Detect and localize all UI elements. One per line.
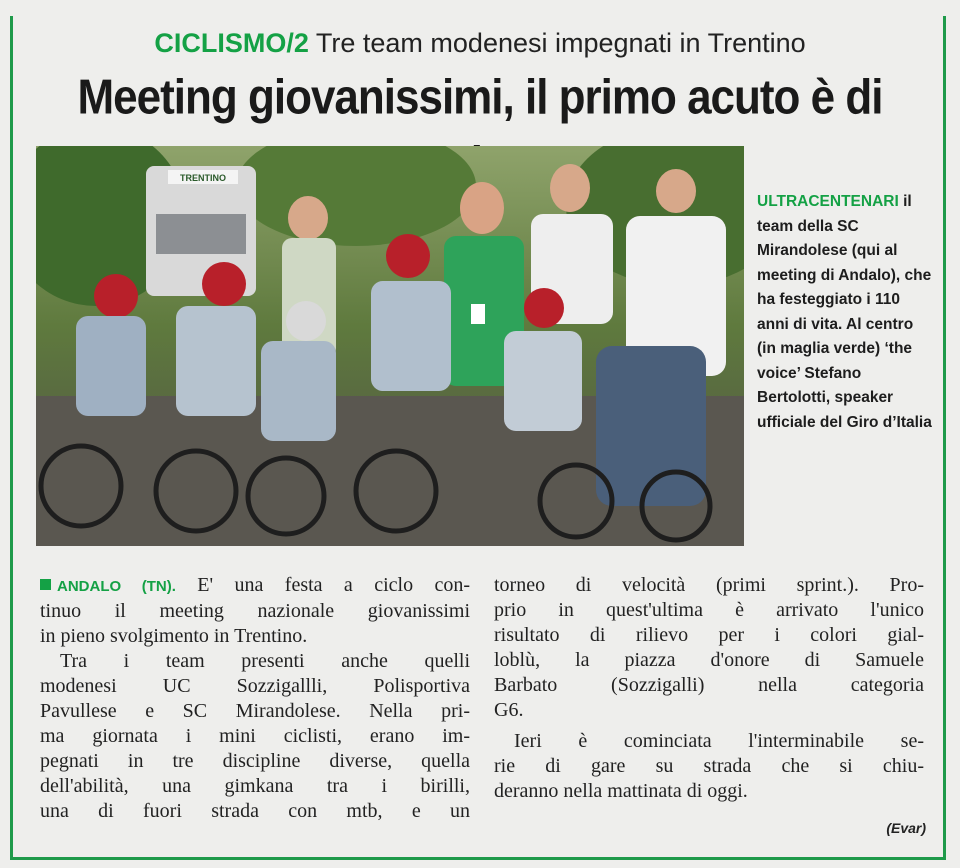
- photo-caption: [757, 190, 932, 435]
- dateline: ANDALO (TN).: [57, 578, 176, 595]
- photo-illustration: [36, 146, 744, 546]
- text-line: in pieno svolgimento in Trentino.: [40, 625, 308, 647]
- kicker-subtitle: Tre team modenesi impegnati in Trentino: [315, 28, 806, 58]
- text-line: loblù, la piazza d'onore di Samuele: [494, 649, 924, 671]
- text-line: ma giornata i mini ciclisti, erano im-: [40, 725, 470, 747]
- text-line: G6.: [494, 699, 524, 721]
- text-line: rie di gare su strada che si chiu-: [494, 755, 924, 777]
- text-line: dell'abilità, una gimkana tra i birilli,: [40, 775, 470, 797]
- caption-label: ULTRACENTENARI: [757, 193, 899, 210]
- kicker: [0, 26, 960, 60]
- text-line: modenesi UC Sozzigallli, Polisportiva: [40, 675, 470, 697]
- text-line: prio in quest'ultima è arrivato l'unico: [494, 599, 924, 621]
- text-line: Tra i team presenti anche quelli: [60, 650, 470, 672]
- text-line: pegnati in tre discipline diverse, quella: [40, 750, 470, 772]
- van-sign: TRENTINO: [180, 173, 226, 183]
- caption-text: il team della SC Mirandolese (qui al meeting di Andalo), che ha festeggiato i 110 anni di vita. Al centro (in maglia verde) ‘the voice’ Stefano Bertolotti, speaker ufficiale del Giro d’Italia: [757, 193, 932, 431]
- cyclists-photo: [36, 146, 744, 546]
- section-label: CICLISMO/2: [154, 28, 309, 58]
- text-line: risultato di rilievo per i colori gial-: [494, 624, 924, 646]
- text-line: Ieri è cominciata l'interminabile se-: [514, 730, 924, 752]
- text-line: Pavullese e SC Mirandolese. Nella pri-: [40, 700, 470, 722]
- article-column-1: [40, 573, 470, 824]
- headline: Meeting giovanissimi, il primo acuto è di: [77, 69, 883, 125]
- text-line: deranno nella mattinata di oggi.: [494, 780, 748, 802]
- text-line: tinuo il meeting nazionale giovanissimi: [40, 600, 470, 622]
- green-square-marker: [40, 579, 51, 590]
- byline-signature: (Evar): [886, 820, 926, 836]
- line-text: E' una festa a ciclo con-: [175, 574, 471, 596]
- text-line: [40, 573, 470, 599]
- text-line: una di fuori strada con mtb, e un: [40, 800, 470, 822]
- text-line: torneo di velocità (primi sprint.). Pro-: [494, 574, 924, 596]
- article-column-2: [494, 573, 924, 804]
- text-line: Barbato (Sozzigalli) nella categoria: [494, 674, 924, 696]
